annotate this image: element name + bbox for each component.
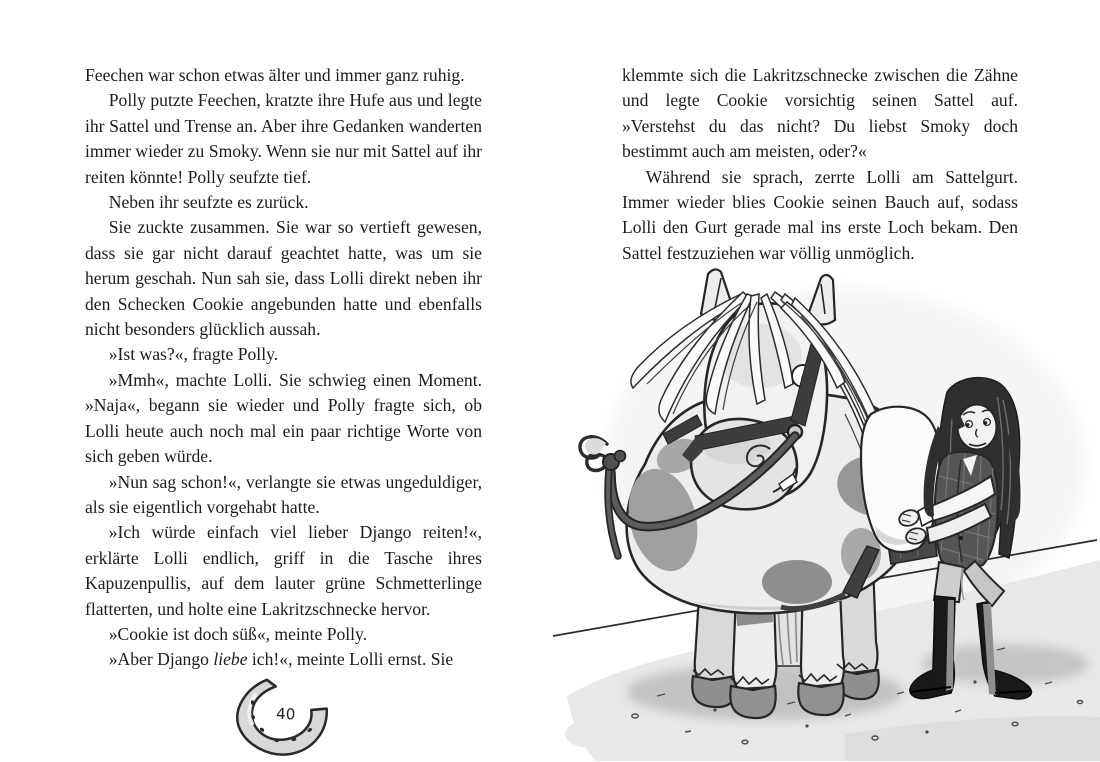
left-page-text — [85, 63, 482, 673]
dialog-text: »Aber Django — [108, 649, 214, 670]
horseshoe-end-caps — [263, 680, 330, 713]
dialog-text: ich!«, meinte Lolli ernst. Sie — [247, 649, 454, 670]
paragraph: »Nun sag schon!«, verlangte sie etwas ungeduldiger, als sie eigentlich vorgehabt hatte. — [85, 471, 482, 517]
paragraph: Während sie sprach, zerrte Lolli am Sattelgurt. Immer wieder blies Cookie seinen Bauch auf, sodass Lolli den Gurt gerade mal ins erste Loch bekam. Den Sattel festzuziehen war völlig unmöglich. — [622, 166, 1018, 263]
horseshoe-page-marker — [224, 668, 352, 762]
paragraph: Polly putzte Feechen, kratzte ihre Hufe aus und legte ihr Sattel und Trense an. Aber ihre Gedanken wanderten immer wieder zu Smoky. Wenn sie nur mit Sattel auf ihr reiten könnte! Polly seufzte tief. — [85, 90, 482, 187]
right-page-text — [622, 63, 1018, 266]
horseshoe-icon — [224, 668, 352, 762]
paragraph: »Mmh«, machte Lolli. Sie schwieg einen Moment. »Naja«, begann sie wieder und Polly fragte sich, ob Lolli heute auch noch mal ein paar richtige Worte von sich geben würde. — [85, 369, 482, 467]
emphasized-word: liebe — [213, 649, 248, 670]
paragraph: Sie zuckte zusammen. Sie war so vertieft gewesen, dass sie gar nicht darauf geachtet hatte, was um sie herum geschah. Nun sah sie, dass Lolli direkt neben ihr den Schecken Cookie angebunden hatte und ebenfalls nicht besonders glücklich aussah. — [85, 217, 482, 340]
ground-wash-blob — [565, 720, 617, 748]
paragraph: klemmte sich die Lakritzschnecke zwischen die Zähne und legte Cookie vorsichtig seinen Sattel auf. »Verstehst du das nicht? Du liebst Smoky doch bestimmt auch am meisten, oder?« — [622, 65, 1018, 162]
paragraph: Neben ihr seufzte es zurück. — [108, 192, 309, 213]
pony-and-girl-illustration — [545, 263, 1100, 762]
paragraph: »Cookie ist doch süß«, meinte Polly. — [108, 623, 368, 644]
paragraph: »Ich würde einfach viel lieber Django reiten!«, erklärte Lolli endlich, griff in die Tasche ihres Kapuzenpullis, auf dem lauter grüne Schmetterlinge flatterten, und holte eine Lakritzschnecke hervor. — [85, 522, 482, 619]
pony-and-girl-saddling-illustration — [545, 263, 1100, 762]
paragraph: »Ist was?«, fragte Polly. — [108, 344, 279, 365]
paragraph: Feechen war schon etwas älter und immer ganz ruhig. — [85, 65, 465, 85]
page-number: 40 — [275, 704, 296, 724]
